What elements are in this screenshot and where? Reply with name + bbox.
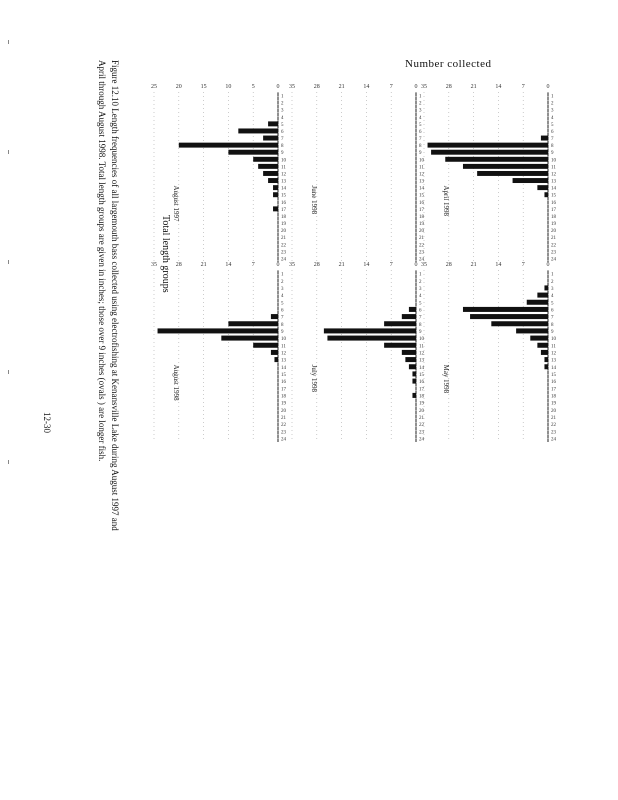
category-tick-label: 2: [281, 101, 284, 107]
category-tick-label: 9: [281, 329, 284, 335]
category-tick-label: 24: [551, 437, 556, 443]
panel-title: July 1998: [310, 364, 318, 393]
category-tick-label: 18: [419, 214, 424, 220]
category-tick-label: 8: [551, 322, 554, 328]
histogram-bar: [537, 343, 548, 348]
category-tick-label: 21: [551, 415, 556, 421]
category-tick-label: 7: [281, 315, 284, 321]
category-tick-label: 10: [551, 158, 556, 164]
histogram-bar: [530, 336, 548, 341]
histogram-bar: [470, 314, 548, 319]
category-tick-label: 10: [281, 158, 286, 164]
value-tick-label: 14: [495, 262, 502, 268]
category-tick-label: 6: [551, 129, 554, 135]
category-tick-label: 22: [419, 423, 424, 429]
category-tick-label: 2: [551, 279, 554, 285]
category-tick-label: 7: [551, 137, 554, 143]
value-tick-label: 15: [200, 84, 207, 90]
category-tick-label: 20: [419, 229, 424, 235]
scan-mark: [8, 370, 9, 374]
panel-title: August 1998: [172, 364, 180, 401]
category-tick-label: 24: [419, 257, 424, 263]
category-tick-label: 24: [281, 437, 286, 443]
category-tick-label: 10: [419, 158, 424, 164]
category-tick-label: 21: [281, 415, 286, 421]
value-tick-label: 25: [151, 84, 157, 90]
scan-mark: [8, 40, 9, 44]
category-tick-label: 23: [281, 430, 286, 436]
category-tick-label: 5: [281, 301, 284, 307]
value-tick-label: 5: [251, 84, 255, 90]
category-tick-label: 16: [551, 200, 556, 206]
value-tick-label: 10: [225, 84, 232, 90]
histogram-bar: [271, 314, 278, 319]
category-tick-label: 15: [551, 193, 556, 199]
category-tick-label: 10: [281, 337, 286, 343]
category-tick-label: 19: [551, 222, 556, 228]
category-tick-label: 3: [281, 108, 284, 114]
category-tick-label: 9: [419, 151, 422, 157]
value-tick-label: 0: [546, 262, 550, 268]
category-tick-label: 20: [419, 408, 424, 414]
histogram-bar: [274, 357, 278, 362]
histogram-bar: [273, 185, 278, 190]
category-tick-label: 20: [551, 229, 556, 235]
category-tick-label: 14: [281, 365, 286, 371]
histogram-bar: [158, 328, 278, 333]
category-tick-label: 7: [551, 315, 554, 321]
histogram-bar: [527, 300, 548, 305]
category-tick-label: 19: [551, 401, 556, 407]
category-tick-label: 8: [551, 144, 554, 150]
category-tick-label: 19: [281, 222, 286, 228]
histogram-bar: [263, 136, 278, 141]
histogram-bar: [409, 307, 416, 312]
category-tick-label: 3: [551, 286, 554, 292]
category-tick-label: 20: [281, 408, 286, 414]
histogram-bar: [179, 143, 278, 148]
value-tick-label: 35: [421, 262, 427, 268]
category-tick-label: 15: [419, 193, 424, 199]
category-tick-label: 14: [551, 365, 556, 371]
category-tick-label: 14: [281, 186, 286, 192]
histogram-bar: [327, 336, 416, 341]
category-tick-label: 14: [551, 186, 556, 192]
category-tick-label: 6: [419, 129, 422, 135]
value-tick-label: 14: [363, 262, 370, 268]
value-tick-label: 0: [276, 262, 280, 268]
value-tick-label: 0: [276, 84, 280, 90]
value-tick-label: 0: [414, 262, 418, 268]
category-tick-label: 9: [419, 329, 422, 335]
category-tick-label: 1: [281, 94, 284, 100]
histogram-bar: [384, 321, 416, 326]
value-tick-label: 28: [445, 84, 452, 90]
histogram-bar: [463, 307, 548, 312]
category-tick-label: 16: [419, 380, 424, 386]
category-tick-label: 13: [419, 179, 424, 185]
category-tick-label: 17: [281, 207, 286, 213]
histogram-bar: [412, 393, 416, 398]
figure-caption-line-2: April through August 1998. Total length groups are given in inches; those over 9 inches (ovals ) are longer fish.: [97, 60, 107, 462]
histogram-bar: [463, 164, 548, 169]
category-tick-label: 2: [551, 101, 554, 107]
category-tick-label: 1: [419, 272, 422, 278]
category-tick-label: 18: [551, 214, 556, 220]
value-tick-label: 7: [251, 262, 255, 268]
histogram-bar: [412, 371, 416, 376]
category-tick-label: 15: [419, 372, 424, 378]
category-tick-label: 21: [419, 236, 424, 242]
value-tick-label: 21: [338, 262, 345, 268]
value-tick-label: 21: [338, 84, 345, 90]
category-tick-label: 13: [281, 358, 286, 364]
category-tick-label: 3: [419, 108, 422, 114]
category-tick-label: 5: [551, 301, 554, 307]
category-tick-label: 6: [281, 129, 284, 135]
category-tick-label: 2: [281, 279, 284, 285]
category-tick-label: 22: [551, 243, 556, 249]
category-tick-label: 5: [419, 301, 422, 307]
category-tick-label: 5: [419, 122, 422, 128]
category-tick-label: 16: [551, 380, 556, 386]
category-tick-label: 19: [419, 401, 424, 407]
histogram-bar: [253, 157, 278, 162]
value-tick-label: 7: [389, 262, 393, 268]
value-tick-label: 35: [421, 84, 427, 90]
category-tick-label: 23: [419, 430, 424, 436]
histogram-bar: [544, 285, 548, 290]
histogram-bar: [268, 178, 278, 183]
category-tick-label: 21: [551, 236, 556, 242]
category-tick-label: 23: [281, 250, 286, 256]
value-tick-label: 35: [289, 84, 295, 90]
histogram-bar: [253, 343, 278, 348]
category-tick-label: 7: [419, 137, 422, 143]
category-tick-label: 14: [419, 365, 424, 371]
histogram-bar: [477, 171, 548, 176]
category-tick-label: 21: [281, 236, 286, 242]
histogram-bar: [428, 143, 548, 148]
category-tick-label: 8: [281, 144, 284, 150]
category-tick-label: 22: [281, 423, 286, 429]
category-tick-label: 22: [281, 243, 286, 249]
category-tick-label: 18: [551, 394, 556, 400]
category-tick-label: 13: [419, 358, 424, 364]
category-tick-label: 16: [281, 380, 286, 386]
category-tick-label: 12: [419, 351, 424, 357]
category-tick-label: 11: [551, 165, 556, 171]
category-tick-label: 6: [281, 308, 284, 314]
scan-mark: [8, 150, 9, 154]
histogram-bar: [409, 364, 416, 369]
category-tick-label: 16: [281, 200, 286, 206]
category-tick-label: 12: [281, 351, 286, 357]
category-tick-label: 4: [281, 115, 284, 121]
category-tick-label: 17: [419, 207, 424, 213]
category-tick-label: 9: [551, 151, 554, 157]
category-tick-label: 1: [281, 272, 284, 278]
histogram-bar: [273, 206, 278, 211]
value-tick-label: 14: [495, 84, 502, 90]
histogram-bar: [516, 328, 548, 333]
histogram-bar: [544, 192, 548, 197]
histogram-bar: [268, 121, 278, 126]
category-tick-label: 15: [281, 372, 286, 378]
histogram-bar: [324, 328, 416, 333]
value-tick-label: 7: [521, 262, 525, 268]
value-tick-label: 28: [313, 84, 320, 90]
histogram-bar: [258, 164, 278, 169]
value-tick-label: 28: [175, 262, 182, 268]
histogram-bar: [238, 128, 278, 133]
category-tick-label: 7: [281, 137, 284, 143]
histogram-bar: [273, 192, 278, 197]
category-tick-label: 11: [551, 344, 556, 350]
category-tick-label: 16: [419, 200, 424, 206]
category-tick-label: 11: [281, 165, 286, 171]
panel-title: May 1998: [442, 364, 450, 394]
histogram-bar: [405, 357, 416, 362]
category-tick-label: 11: [281, 344, 286, 350]
histogram-bar: [263, 171, 278, 176]
category-tick-label: 17: [551, 387, 556, 393]
category-tick-label: 18: [281, 214, 286, 220]
histogram-bar: [412, 379, 416, 384]
category-tick-label: 4: [281, 294, 284, 300]
histogram-bar: [544, 364, 548, 369]
category-tick-label: 8: [419, 322, 422, 328]
category-tick-label: 24: [551, 257, 556, 263]
histogram-bar: [513, 178, 548, 183]
value-tick-label: 21: [470, 262, 477, 268]
value-tick-label: 35: [289, 262, 295, 268]
category-tick-label: 6: [551, 308, 554, 314]
category-tick-label: 5: [551, 122, 554, 128]
category-tick-label: 19: [281, 401, 286, 407]
category-tick-label: 11: [419, 344, 424, 350]
histogram-bar: [228, 150, 278, 155]
histogram-bar: [384, 343, 416, 348]
category-tick-label: 22: [551, 423, 556, 429]
value-tick-label: 14: [363, 84, 370, 90]
category-tick-label: 10: [419, 337, 424, 343]
category-tick-label: 4: [419, 294, 422, 300]
category-tick-label: 1: [551, 94, 554, 100]
value-tick-label: 7: [389, 84, 393, 90]
histogram-bar: [431, 150, 548, 155]
histogram-bar: [402, 314, 416, 319]
histogram-bar: [228, 321, 278, 326]
y-axis-label: Number collected: [405, 58, 492, 70]
category-tick-label: 24: [281, 257, 286, 263]
category-tick-label: 24: [419, 437, 424, 443]
panel-title: April 1998: [442, 185, 450, 217]
category-tick-label: 12: [281, 172, 286, 178]
value-tick-label: 0: [546, 84, 550, 90]
value-tick-label: 28: [313, 262, 320, 268]
histogram-bar: [537, 293, 548, 298]
panel-title: June 1998: [310, 185, 318, 215]
category-tick-label: 3: [281, 286, 284, 292]
category-tick-label: 1: [551, 272, 554, 278]
category-tick-label: 13: [281, 179, 286, 185]
category-tick-label: 8: [419, 144, 422, 150]
category-tick-label: 12: [551, 351, 556, 357]
histogram-bar: [537, 185, 548, 190]
category-tick-label: 10: [551, 337, 556, 343]
category-tick-label: 4: [419, 115, 422, 121]
scan-mark: [8, 260, 9, 264]
category-tick-label: 12: [551, 172, 556, 178]
histogram-bar: [402, 350, 416, 355]
value-tick-label: 21: [470, 84, 477, 90]
value-tick-label: 14: [225, 262, 232, 268]
category-tick-label: 15: [281, 193, 286, 199]
category-tick-label: 2: [419, 279, 422, 285]
category-tick-label: 22: [419, 243, 424, 249]
histogram-bar: [445, 157, 548, 162]
category-tick-label: 5: [281, 122, 284, 128]
category-tick-label: 14: [419, 186, 424, 192]
category-tick-label: 4: [551, 115, 554, 121]
value-tick-label: 35: [151, 262, 157, 268]
category-tick-label: 23: [551, 250, 556, 256]
category-tick-label: 23: [551, 430, 556, 436]
category-tick-label: 21: [419, 415, 424, 421]
histogram-bar: [491, 321, 548, 326]
category-tick-label: 17: [551, 207, 556, 213]
category-tick-label: 9: [281, 151, 284, 157]
category-tick-label: 3: [551, 108, 554, 114]
page-number: 12-30: [42, 412, 52, 433]
category-tick-label: 18: [419, 394, 424, 400]
category-tick-label: 20: [551, 408, 556, 414]
histogram-bar: [541, 350, 548, 355]
category-tick-label: 17: [419, 387, 424, 393]
category-tick-label: 20: [281, 229, 286, 235]
category-tick-label: 6: [419, 308, 422, 314]
x-axis-label: Total length groups: [160, 215, 171, 293]
scan-mark: [8, 460, 9, 464]
value-tick-label: 20: [175, 84, 182, 90]
category-tick-label: 8: [281, 322, 284, 328]
category-tick-label: 18: [281, 394, 286, 400]
category-tick-label: 12: [419, 172, 424, 178]
value-tick-label: 0: [414, 84, 418, 90]
value-tick-label: 21: [200, 262, 207, 268]
category-tick-label: 23: [419, 250, 424, 256]
value-tick-label: 28: [445, 262, 452, 268]
category-tick-label: 15: [551, 372, 556, 378]
category-tick-label: 7: [419, 315, 422, 321]
category-tick-label: 11: [419, 165, 424, 171]
histogram-bar: [221, 336, 278, 341]
value-tick-label: 7: [521, 84, 525, 90]
figure-caption-line-1: Figure 12.10 Length frequencies of all largemouth bass collected using electrofishing at Kenansville Lake during August 1997 and: [110, 60, 120, 531]
category-tick-label: 19: [419, 222, 424, 228]
category-tick-label: 17: [281, 387, 286, 393]
category-tick-label: 13: [551, 358, 556, 364]
category-tick-label: 1: [419, 94, 422, 100]
category-tick-label: 4: [551, 294, 554, 300]
category-tick-label: 13: [551, 179, 556, 185]
category-tick-label: 2: [419, 101, 422, 107]
histogram-bar: [541, 136, 548, 141]
histogram-bar: [271, 350, 278, 355]
category-tick-label: 9: [551, 329, 554, 335]
category-tick-label: 3: [419, 286, 422, 292]
panel-title: August 1997: [172, 185, 180, 222]
histogram-bar: [544, 357, 548, 362]
